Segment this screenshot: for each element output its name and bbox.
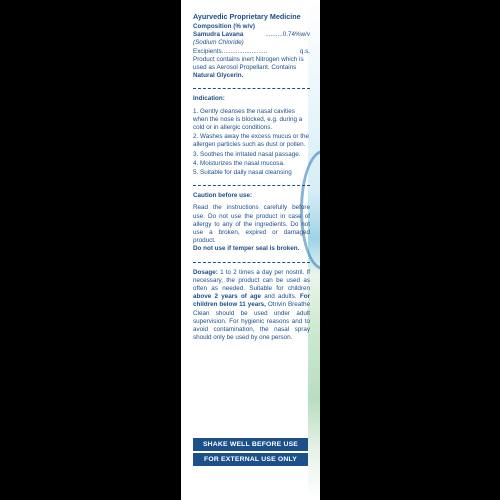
external-use-box: FOR EXTERNAL USE ONLY (193, 453, 308, 466)
excipients-value: q.s. (299, 47, 310, 55)
indication-heading: Indication: (193, 95, 225, 103)
product-category-title: Ayurvedic Proprietary Medicine (193, 12, 301, 21)
dosage-text-3: Otrivin Breathe Clean should be used under adult supervision. For hygienic reasons and to avoid contamination, the nasal spray should only be used by one person. (193, 301, 311, 342)
dosage-text-2: and adults. (264, 293, 297, 301)
indication-item: 5. Suitable for daily nasal cleansing (193, 169, 292, 177)
dosage-label: Dosage: (193, 268, 218, 276)
composition-note (193, 56, 310, 81)
indication-list (193, 108, 310, 178)
ingredient-subtitle: (Sodium Chloride) (193, 39, 244, 47)
indication-item: 1. Gently cleanses the nasal cavities when the nose is blocked, e.g. during a cold or in allergic conditions. (193, 107, 303, 132)
ingredient-value: ..........0.74%w/v (265, 31, 310, 39)
indication-item: 2. Washes away the excess mucus or the allergen particles such as dust or pollen. (193, 133, 309, 149)
caution-text: Read the instructions carefully before use. Do not use the product in case of allergy to any of the ingredients. Do not use a broken, expired or damaged product. (193, 204, 310, 245)
indication-item: 3. Soothes the irritated nasal passage. (193, 150, 301, 158)
section-divider (193, 262, 310, 263)
label-content (193, 12, 310, 343)
indication-item: 4. Moisturizes the nasal mucosa. (193, 159, 285, 167)
composition-heading: Composition (% w/v) (193, 23, 255, 30)
caution-bold-line: Do not use if temper seal is broken. (193, 245, 300, 253)
caution-heading: Caution before use: (193, 192, 253, 200)
composition-note-bold: Natural Glycerin. (193, 72, 244, 80)
excipients-label: Excipients.......................... (193, 47, 268, 55)
label-panel (181, 0, 320, 500)
dosage-bold-1: above 2 years of age (193, 293, 261, 301)
section-divider (193, 185, 310, 186)
warning-boxes (193, 438, 308, 468)
dosage-paragraph (193, 269, 310, 343)
dosage-text-1: 1 to 2 times a day per nostril. If necessary, the product can be used as often as needed. Suitable for children (193, 268, 310, 293)
dosage-bold-2: For children below 11 years, (193, 293, 311, 309)
section-divider (193, 88, 310, 89)
shake-warning-box: SHAKE WELL BEFORE USE (193, 438, 308, 451)
composition-row (193, 31, 310, 39)
composition-note-text: Product contains inert Nitrogen which is used as Aerosol Propellant. Contains (193, 55, 304, 72)
excipients-row (193, 48, 310, 56)
ingredient-name: Samudra Lavana (193, 31, 244, 39)
